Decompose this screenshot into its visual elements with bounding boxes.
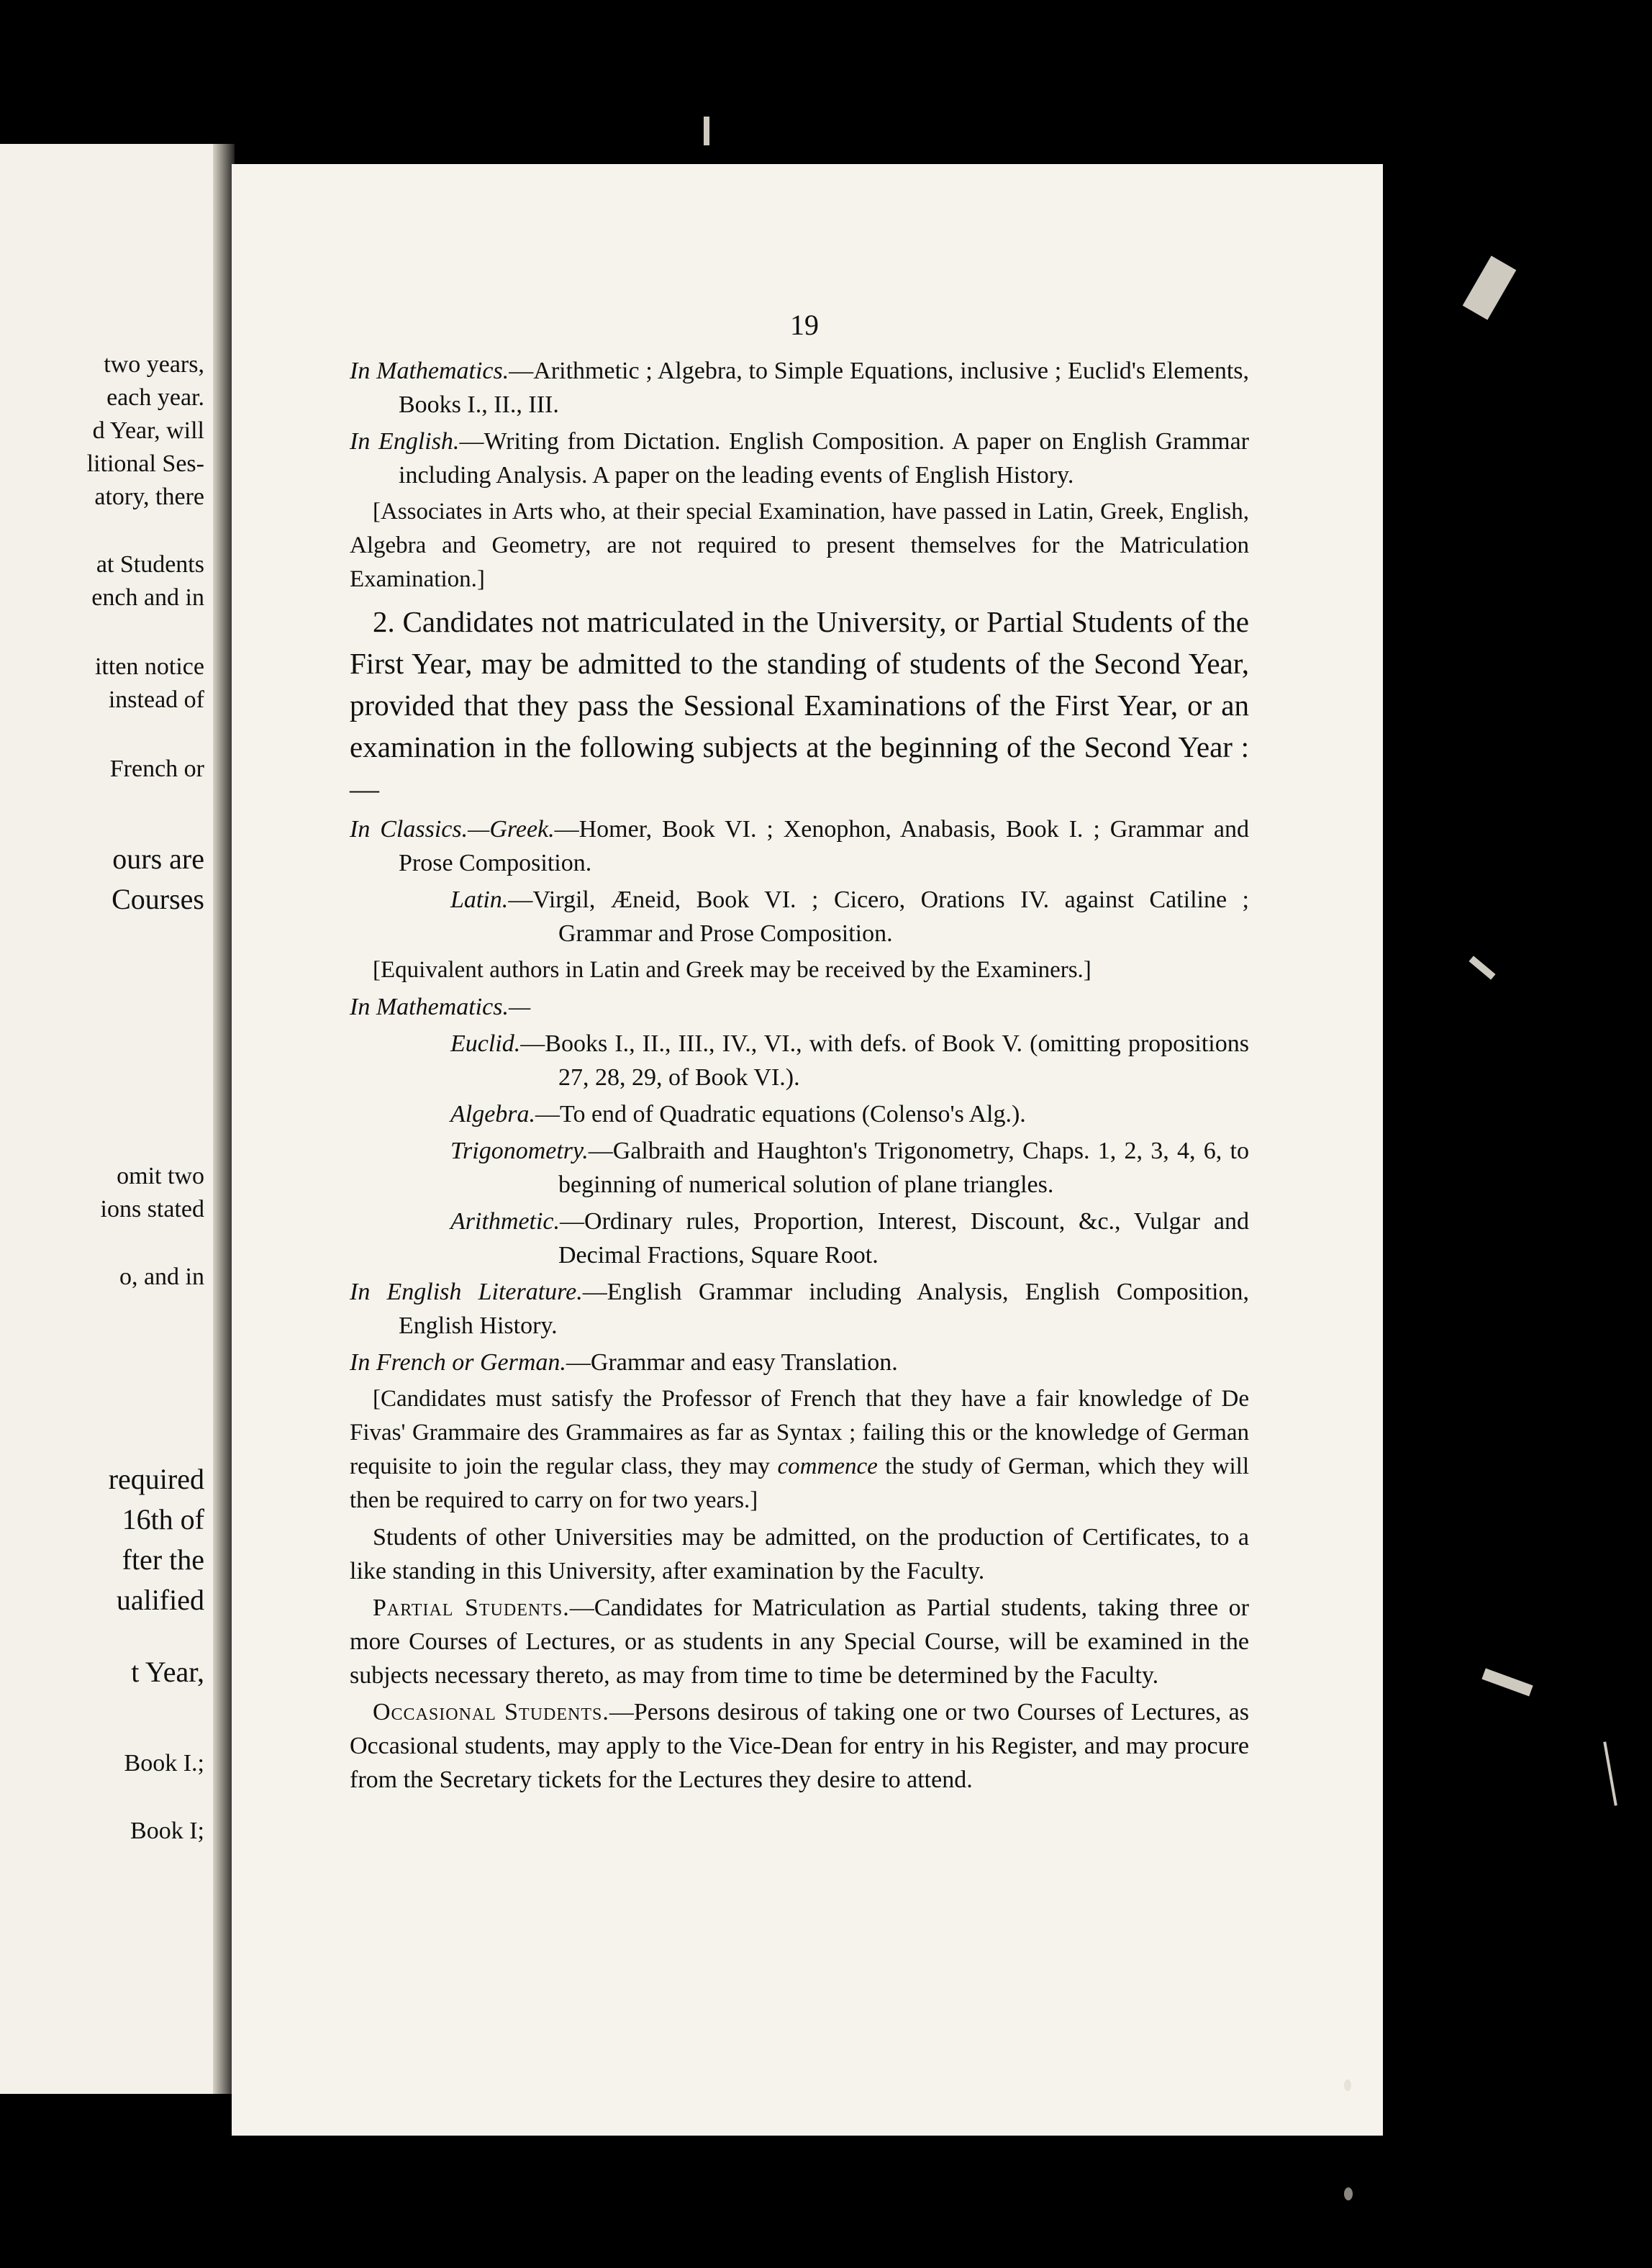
left-line: French or (109, 756, 204, 782)
dust-speck (1481, 1669, 1533, 1697)
left-line: ench and in (91, 584, 204, 611)
section-text: —Persons desirous of taking one or two Courses of Lectures, as Occasional students, may apply to the Vice-Dean for entry in his Register, and may procure from the Secretary tickets for the Lectures they desire to attend. (350, 1699, 1249, 1793)
left-line: Courses (112, 883, 204, 915)
section-text: —Virgil, Æneid, Book VI. ; Cicero, Orations IV. against Catiline ; Grammar and Prose Composition. (508, 886, 1249, 947)
left-line: d Year, will (92, 417, 204, 444)
left-line: ions stated (100, 1196, 204, 1223)
section-text: —Writing from Dictation. English Composition. A paper on English Grammar including Analysis. A paper on the leading events of English History. (399, 428, 1249, 489)
section-heading: Occasional Students. (373, 1699, 609, 1725)
section-heading: Euclid. (450, 1030, 521, 1057)
other-universities-paragraph: Students of other Universities may be admitted, on the production of Certificates, to a like standing in this University, after examination by the Faculty. (350, 1524, 1249, 1584)
classics-greek (350, 812, 1249, 880)
dust-speck (1463, 255, 1517, 319)
section-text: —Grammar and easy Translation. (566, 1349, 898, 1376)
section-heading: Partial Students. (373, 1595, 570, 1621)
left-line: itten notice (94, 653, 204, 680)
candidates-paragraph: 2. Candidates not matriculated in the University, or Partial Students of the First Year, may be admitted to the standing of students of the Second Year, provided that they pass the Sessional Examinations of the First Year, or an examination in the following subjects at the beginning of the Second Year :— (350, 605, 1249, 805)
dust-speck (704, 117, 709, 145)
note-emphasis: commence (777, 1453, 878, 1479)
occasional-students-paragraph (350, 1695, 1249, 1797)
note-text: [Candidates must satisfy the Professor of French that they have a fair knowledge of De Fivas' Grammaire des Grammaires as far as Syntax ; failing this or the knowledge of German requisite to join the regular class, they may (350, 1386, 1249, 1479)
left-line: litional Ses- (86, 450, 204, 477)
page-number: 19 (790, 309, 819, 341)
left-line: Book I; (130, 1818, 204, 1844)
section-text: —Galbraith and Haughton's Trigonometry, Chaps. 1, 2, 3, 4, 6, to beginning of numerical solution of plane triangles. (558, 1138, 1249, 1198)
french-note (350, 1382, 1249, 1518)
left-line: required (108, 1463, 204, 1495)
left-line: instead of (108, 686, 204, 713)
dust-speck (1603, 1741, 1617, 1805)
left-line: Book I.; (124, 1750, 204, 1777)
left-line: ours are (112, 843, 204, 875)
dust-speck (1344, 2187, 1353, 2200)
trigonometry-requirement (350, 1134, 1249, 1202)
left-line: o, and in (119, 1264, 204, 1290)
associates-note: [Associates in Arts who, at their special Examination, have passed in Latin, Greek, English, Algebra and Geometry, are not required to present themselves for the Matriculation Examination.] (350, 499, 1249, 592)
page-body-text (350, 354, 1249, 1800)
left-line: t Year, (131, 1656, 204, 1688)
euclid-requirement (350, 1027, 1249, 1094)
arithmetic-requirement (350, 1205, 1249, 1272)
section-text: —To end of Quadratic equations (Colenso's Alg.). (535, 1101, 1026, 1128)
section-heading: In Mathematics. (350, 358, 509, 384)
section-heading: In English. (350, 428, 460, 455)
section-heading: Latin. (450, 886, 509, 913)
left-line: omit two (117, 1163, 204, 1189)
section-heading: Algebra. (450, 1101, 536, 1128)
left-line: atory, there (94, 484, 204, 510)
partial-students-paragraph (350, 1591, 1249, 1692)
note-text: the study of German, which they will then be required to carry on for two years.] (350, 1453, 1250, 1513)
section-heading: In French or German. (350, 1349, 566, 1376)
left-line: at Students (96, 551, 204, 578)
french-german-requirement (350, 1346, 1249, 1379)
mathematics-requirement (350, 354, 1249, 422)
equivalent-note: [Equivalent authors in Latin and Greek may be received by the Examiners.] (373, 957, 1092, 983)
left-line: each year. (106, 384, 204, 411)
section-text: —Ordinary rules, Proportion, Interest, Discount, &c., Vulgar and Decimal Fractions, Square Root. (558, 1208, 1249, 1269)
section-text: —Books I., II., III., IV., VI., with defs. of Book V. (omitting propositions 27, 28, 29, of Book VI.). (520, 1030, 1249, 1091)
english-requirement (350, 425, 1249, 492)
left-line: ualified (116, 1584, 204, 1616)
left-line: fter the (122, 1543, 204, 1576)
left-facing-page (0, 144, 224, 2094)
section-text: —English Grammar including Analysis, English Composition, English History. (399, 1279, 1249, 1339)
section-text: —Arithmetic ; Algebra, to Simple Equations, inclusive ; Euclid's Elements, Books I., II., III. (399, 358, 1249, 418)
english-literature-requirement (350, 1275, 1249, 1343)
section-heading: Trigonometry. (450, 1138, 589, 1164)
section-heading: In Classics.—Greek. (350, 816, 555, 843)
left-line: 16th of (122, 1503, 204, 1536)
left-line: two years, (104, 351, 204, 378)
section-heading: In English Literature. (350, 1279, 583, 1305)
dust-speck (1469, 956, 1495, 979)
section-text: —Homer, Book VI. ; Xenophon, Anabasis, Book I. ; Grammar and Prose Composition. (399, 816, 1249, 876)
classics-latin (350, 883, 1249, 951)
section-heading: Arithmetic. (450, 1208, 560, 1235)
algebra-requirement (350, 1097, 1249, 1131)
dust-speck (1344, 2079, 1351, 2091)
section-text: —Candidates for Matriculation as Partial students, taking three or more Courses of Lectures, or as students in any Special Course, will be examined in the subjects necessary thereto, as may from time to time be determined by the Faculty. (350, 1595, 1249, 1689)
mathematics-heading: In Mathematics.— (350, 994, 531, 1020)
